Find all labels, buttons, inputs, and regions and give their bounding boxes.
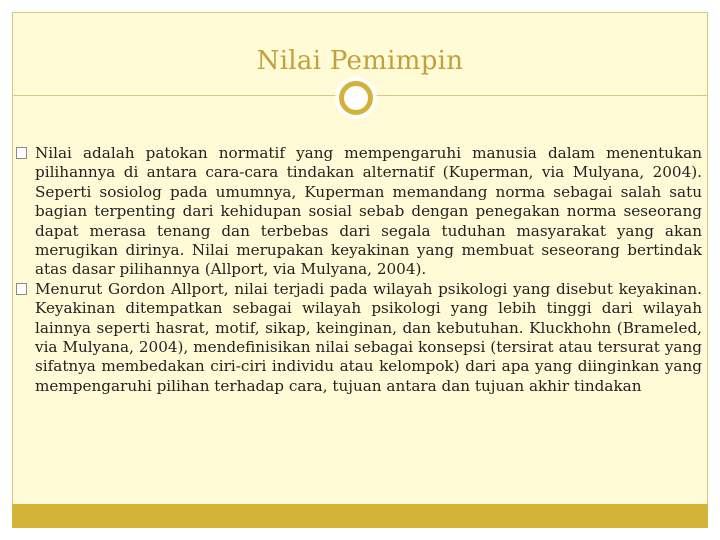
bullet-square-icon [16,147,27,159]
bullet-text: Menurut Gordon Allport, nilai terjadi pada wilayah psikologi yang disebut keyakinan. Keyakinan ditempatkan sebagai wilayah psikologi yang lebih tinggi dari wilayah lainnya seperti hasrat, motif, sikap, keinginan, dan kebutuhan. Kluckhohn (Brameled, via Mulyana, 2004), mendefinisikan nilai sebagai konsepsi (tersirat atau tersurat yang sifatnya membedakan ciri-ciri individu atau kelompok) dari apa yang diinginkan yang mempengaruhi pilihan terhadap cara, tujuan antara dan tujuan akhir tindakan [35,279,702,395]
bullet-square-icon [16,283,27,295]
bullet-text: Nilai adalah patokan normatif yang mempengaruhi manusia dalam menentukan pilihannya di antara cara-cara tindakan alternatif (Kuperman, via Mulyana, 2004). Seperti sosiolog pada umumnya, Kuperman memandang norma sebagai salah satu bagian terpenting dari kehidupan sosial sebab dengan penegakan norma seseorang dapat merasa tenang dan terbebas dari segala tuduhan masyarakat yang akan merugikan dirinya. Nilai merupakan keyakinan yang membuat seseorang bertindak atas dasar pilihannya (Allport, via Mulyana, 2004). [35,144,702,279]
footer-accent-bar [12,504,708,528]
bullet-item [16,144,702,280]
slide-title: Nilai Pemimpin [256,46,464,76]
bullet-item [16,280,702,396]
ring-decoration-icon [339,81,373,115]
bullet-list [16,144,702,396]
